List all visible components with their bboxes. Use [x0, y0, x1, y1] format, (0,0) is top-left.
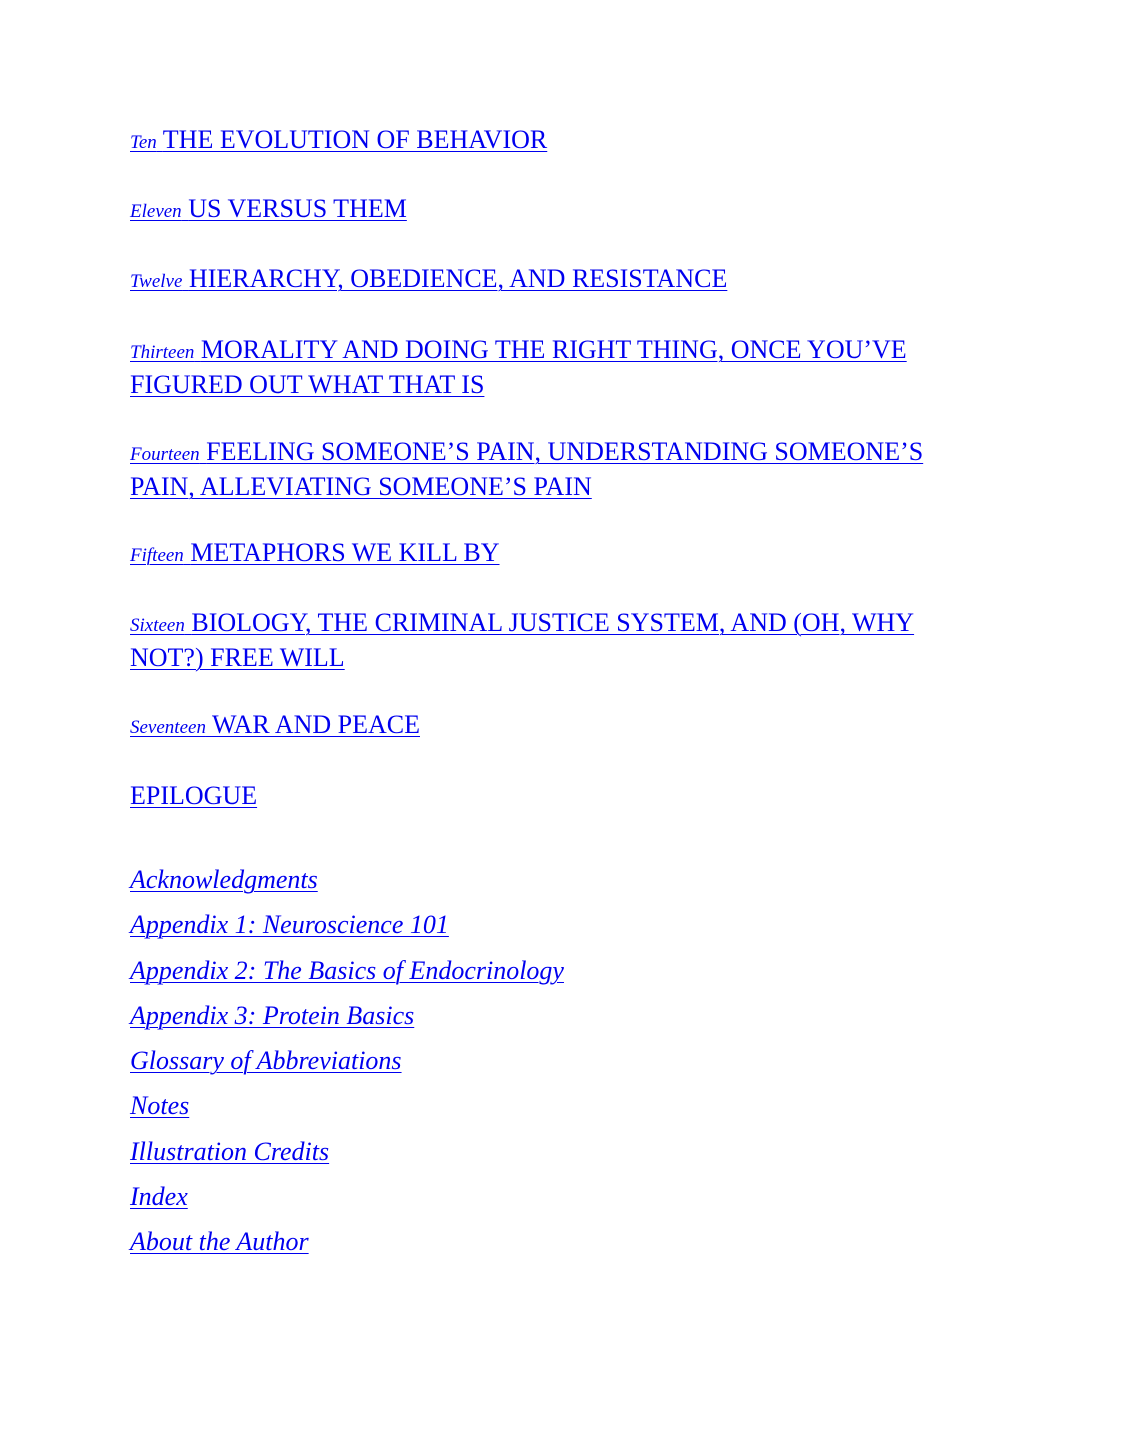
toc-link-chapter-fourteen[interactable]	[130, 437, 923, 501]
toc-chapter-eleven	[130, 193, 980, 228]
toc-link-chapter-thirteen[interactable]	[130, 335, 907, 399]
back-matter-item	[130, 1045, 980, 1077]
toc-link-chapter-seventeen[interactable]	[130, 710, 420, 739]
chapter-number: Seventeen	[130, 717, 206, 738]
toc-link-chapter-eleven[interactable]	[130, 194, 407, 223]
chapter-title: WAR AND PEACE	[211, 710, 420, 739]
toc-link-about-the-author[interactable]: About the Author	[130, 1227, 309, 1257]
back-matter-item	[130, 955, 980, 987]
toc-chapter-seventeen	[130, 709, 980, 744]
toc-link-chapter-twelve[interactable]	[130, 264, 727, 293]
chapter-title: FEELING SOMEONE’S PAIN, UNDERSTANDING SOMEONE’S PAIN, ALLEVIATING SOMEONE’S PAIN	[130, 437, 924, 501]
toc-chapter-thirteen	[130, 334, 980, 401]
toc-chapter-fourteen	[130, 436, 980, 503]
back-matter-item	[130, 1181, 980, 1213]
chapter-title: METAPHORS WE KILL BY	[190, 538, 500, 567]
back-matter-list	[130, 864, 980, 1258]
toc-link-chapter-fifteen[interactable]	[130, 538, 500, 567]
toc-chapter-twelve	[130, 263, 980, 298]
chapter-title: HIERARCHY, OBEDIENCE, AND RESISTANCE	[188, 264, 728, 293]
toc-chapter-ten	[130, 124, 980, 159]
chapter-title: MORALITY AND DOING THE RIGHT THING, ONCE YOU’VE FIGURED OUT WHAT THAT IS	[130, 335, 907, 399]
toc-link-glossary[interactable]: Glossary of Abbreviations	[130, 1046, 402, 1076]
chapter-title: US VERSUS THEM	[188, 194, 407, 223]
chapter-title: THE EVOLUTION OF BEHAVIOR	[162, 125, 548, 154]
toc-link-notes[interactable]: Notes	[130, 1091, 190, 1121]
chapter-number: Ten	[130, 132, 157, 153]
toc-chapter-sixteen	[130, 607, 980, 674]
toc-link-index[interactable]: Index	[130, 1182, 188, 1212]
toc-link-acknowledgments[interactable]: Acknowledgments	[130, 865, 318, 894]
chapter-number: Eleven	[130, 201, 182, 222]
chapter-number: Fifteen	[130, 545, 184, 566]
toc-link-chapter-ten[interactable]	[130, 125, 547, 154]
back-matter-item	[130, 1226, 980, 1258]
back-matter-item	[130, 1136, 980, 1168]
toc-link-chapter-sixteen[interactable]	[130, 608, 914, 672]
toc-chapter-fifteen	[130, 537, 980, 572]
back-matter-item	[130, 1090, 980, 1122]
toc-link-epilogue[interactable]: EPILOGUE	[130, 781, 258, 810]
chapter-number: Sixteen	[130, 615, 185, 636]
chapter-number: Twelve	[130, 271, 183, 292]
chapter-number: Thirteen	[130, 342, 195, 363]
toc-link-appendix-3[interactable]: Appendix 3: Protein Basics	[130, 1000, 415, 1030]
toc-epilogue	[130, 780, 980, 812]
back-matter-item	[130, 1000, 980, 1032]
back-matter-item	[130, 909, 980, 941]
chapter-number: Fourteen	[130, 444, 200, 465]
back-matter-item	[130, 864, 980, 896]
chapter-title: BIOLOGY, THE CRIMINAL JUSTICE SYSTEM, AND (OH, WHY NOT?) FREE WILL	[130, 608, 915, 672]
toc-link-appendix-2[interactable]: Appendix 2: The Basics of Endocrinology	[130, 955, 564, 985]
toc-link-appendix-1[interactable]: Appendix 1: Neuroscience 101	[130, 910, 449, 940]
toc-link-illustration-credits[interactable]: Illustration Credits	[130, 1136, 330, 1166]
table-of-contents	[130, 124, 980, 1272]
